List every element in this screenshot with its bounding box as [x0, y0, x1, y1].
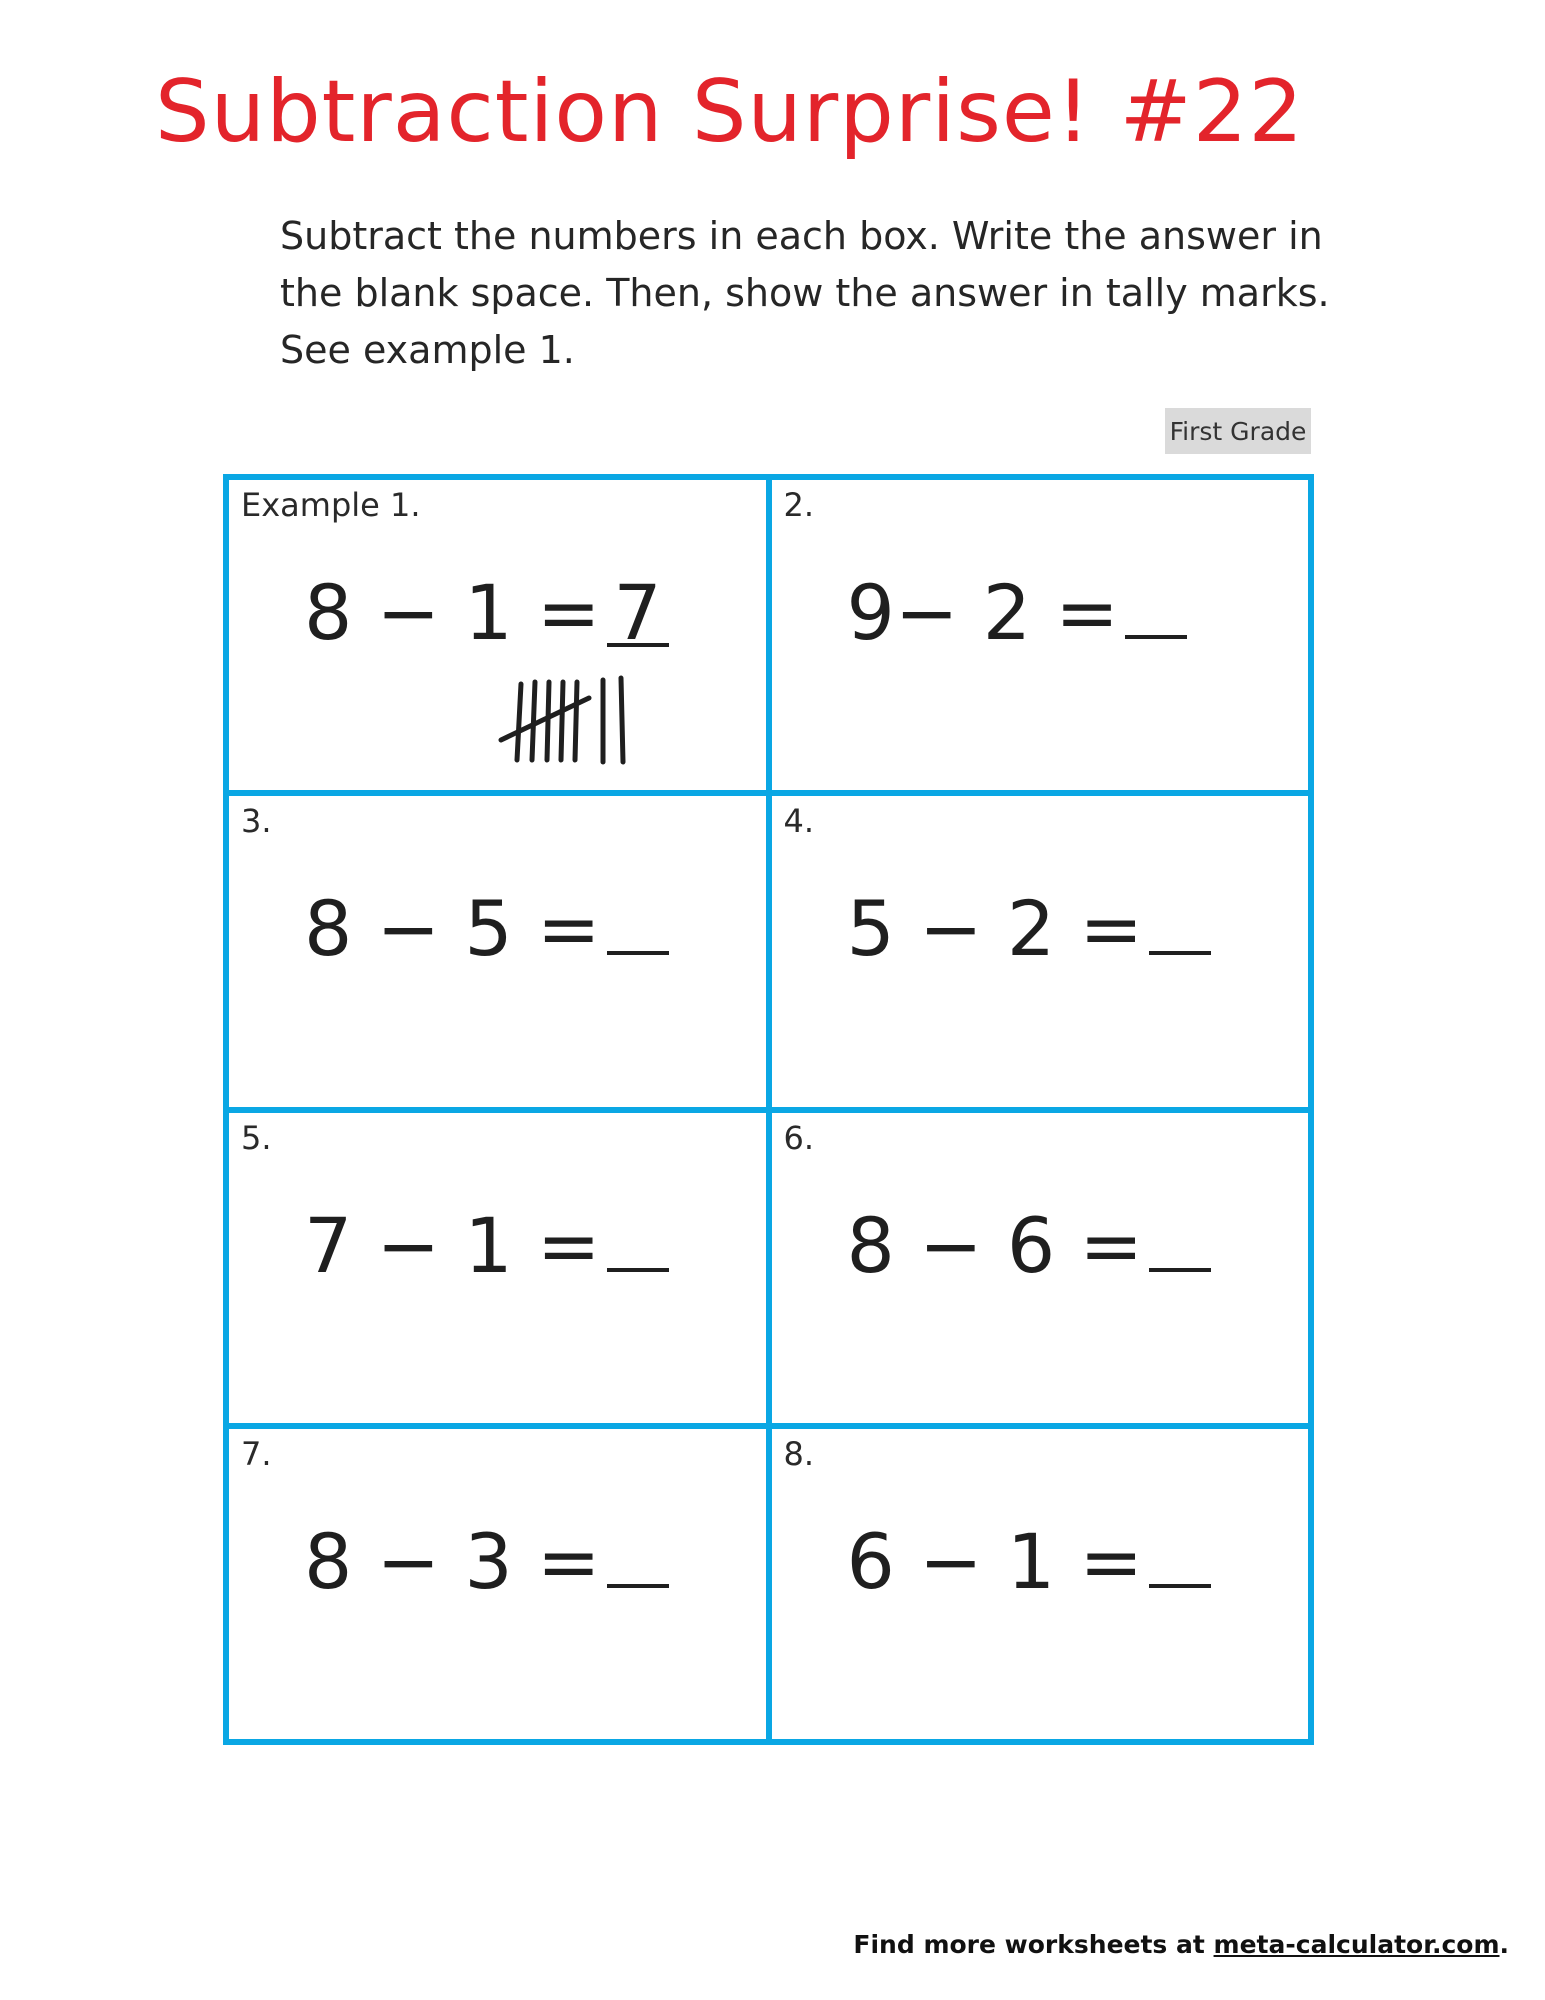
problem-label: 8.	[783, 1434, 815, 1473]
problem-label: 3.	[241, 802, 272, 841]
footer-credit	[853, 1930, 1509, 1959]
problem-cell-6	[769, 1110, 1312, 1426]
problem-label: 2.	[783, 486, 815, 524]
equation	[304, 1201, 669, 1290]
answer-blank[interactable]	[1149, 891, 1211, 955]
equation	[304, 884, 669, 973]
equation-expression: 9− 2 =	[846, 568, 1119, 657]
answer-blank[interactable]	[1149, 1524, 1211, 1588]
problem-label: 7.	[241, 1434, 272, 1473]
equation-expression: 6 − 1 =	[846, 1516, 1144, 1606]
equation-expression: 8 − 6 =	[846, 1200, 1144, 1290]
worksheet-title: Subtraction Surprise! #22	[155, 62, 1305, 162]
problem-label: 5.	[241, 1118, 272, 1157]
answer-blank[interactable]	[607, 1524, 669, 1588]
problem-cell-4	[769, 793, 1312, 1109]
answer-blank[interactable]	[607, 1208, 669, 1272]
problem-cell-7	[226, 1426, 769, 1742]
answer-blank[interactable]	[607, 891, 669, 955]
equation	[304, 568, 669, 657]
answer-blank[interactable]	[1149, 1208, 1211, 1272]
footer-prefix: Find more worksheets at	[853, 1930, 1214, 1959]
problem-cell-example	[226, 477, 769, 793]
problem-label: Example 1.	[241, 486, 421, 524]
equation-expression: 8 − 3 =	[304, 1516, 601, 1606]
equation-expression: 5 − 2 =	[846, 884, 1144, 974]
answer-blank[interactable]	[1125, 575, 1187, 639]
grade-badge: First Grade	[1165, 408, 1311, 454]
problem-cell-5	[226, 1110, 769, 1426]
equation-expression: 7 − 1 =	[304, 1200, 601, 1290]
problem-cell-8	[769, 1426, 1312, 1742]
equation	[847, 568, 1187, 657]
equation	[847, 1201, 1212, 1290]
footer-link[interactable]: meta-calculator.com	[1213, 1930, 1500, 1959]
problem-label: 6.	[783, 1118, 815, 1157]
equation-expression: 8 − 1 =	[304, 568, 601, 657]
problem-grid	[223, 474, 1314, 1745]
footer-suffix: .	[1499, 1930, 1509, 1959]
equation	[847, 884, 1212, 973]
problem-cell-2	[769, 477, 1312, 793]
tally-marks-icon	[497, 670, 637, 770]
equation	[847, 1517, 1212, 1606]
problem-cell-3	[226, 793, 769, 1109]
answer-blank[interactable]: 7	[607, 583, 669, 647]
instructions-text: Subtract the numbers in each box. Write the answer in the blank space. Then, show the answer in tally marks. See example 1.	[280, 214, 1330, 372]
equation	[304, 1517, 669, 1606]
problem-label: 4.	[783, 802, 815, 841]
equation-expression: 8 − 5 =	[304, 884, 601, 974]
